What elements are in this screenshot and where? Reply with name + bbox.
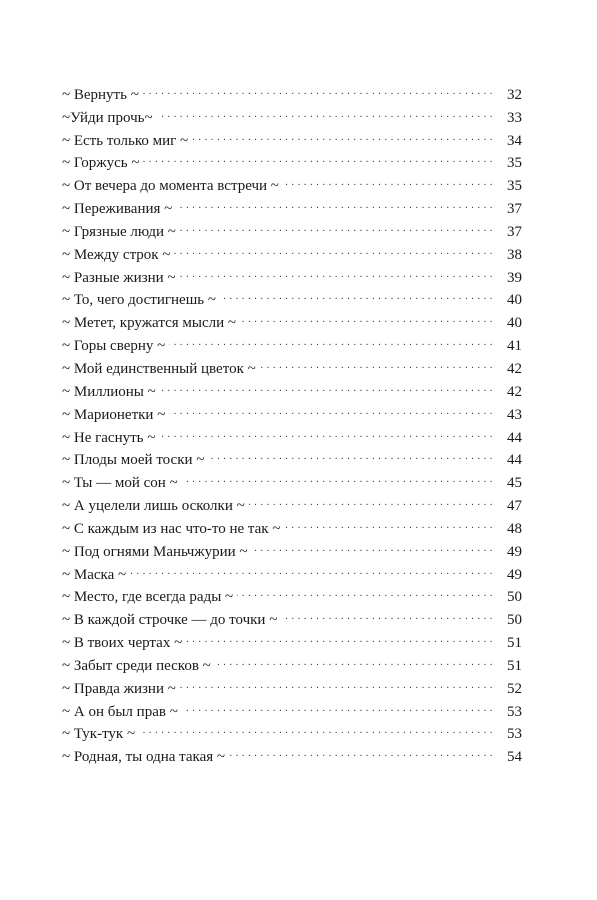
toc-entry-title: ~ Марионетки ~: [62, 406, 166, 423]
toc-entry-title: ~ Между строк ~: [62, 246, 171, 263]
toc-entry-title: ~ Переживания ~: [62, 201, 173, 218]
dot-leader: [169, 327, 493, 350]
dot-leader: [192, 122, 493, 145]
toc-entry-page-number: 45: [507, 475, 522, 492]
toc-entry-page-number: 49: [507, 543, 522, 560]
dot-leader: [260, 350, 493, 373]
toc-entry-page-number: 35: [507, 178, 522, 195]
toc-entry-title: ~ Плоды моей тоски ~: [62, 452, 205, 469]
toc-entry-title: ~ Под огнями Маньчжурии ~: [62, 543, 248, 560]
toc-entry-title: ~ Родная, ты одна такая ~: [62, 749, 226, 766]
toc-entry-page-number: 52: [507, 680, 522, 697]
toc-entry-title: ~ А уцелели лишь осколки ~: [62, 498, 245, 515]
toc-entry-page-number: 42: [507, 383, 522, 400]
toc-entry-title: ~ Разные жизни ~: [62, 269, 176, 286]
toc-entry-page-number: 53: [507, 726, 522, 743]
toc-entry: [62, 556, 522, 583]
toc-entry-page-number: 50: [507, 612, 522, 629]
dot-leader: [180, 213, 493, 236]
dot-leader: [252, 533, 493, 556]
dot-leader: [143, 145, 493, 168]
dot-leader: [169, 396, 493, 419]
dot-leader: [159, 419, 493, 442]
toc-entry-page-number: 40: [507, 315, 522, 332]
dot-leader: [160, 373, 493, 396]
toc-entry-title: ~ Мой единственный цветок ~: [62, 360, 256, 377]
toc-entry-page-number: 50: [507, 589, 522, 606]
toc-entry-title: ~ Забыт среди песков ~: [62, 657, 211, 674]
toc-entry-title: ~ Грязные люди ~: [62, 223, 176, 240]
table-of-contents: [62, 76, 522, 766]
toc-entry-title: ~ Миллионы ~: [62, 383, 156, 400]
toc-entry-title: ~ С каждым из нас что-то не так ~: [62, 520, 281, 537]
toc-entry-title: ~ Горы сверну ~: [62, 338, 166, 355]
toc-entry-page-number: 40: [507, 292, 522, 309]
toc-entry-page-number: 51: [507, 657, 522, 674]
toc-entry-title: ~Уйди прочь~: [62, 109, 153, 126]
dot-leader: [157, 99, 493, 122]
toc-entry-title: ~ Метет, кружатся мысли ~: [62, 315, 236, 332]
toc-entry-page-number: 54: [507, 749, 522, 766]
dot-leader: [237, 579, 493, 602]
toc-entry-page-number: 53: [507, 703, 522, 720]
dot-leader: [208, 442, 493, 465]
toc-entry-title: ~ Не гаснуть ~: [62, 429, 156, 446]
toc-entry-title: ~ Маска ~: [62, 566, 127, 583]
dot-leader: [182, 464, 493, 487]
dot-leader: [220, 282, 493, 305]
toc-entry-title: ~ Правда жизни ~: [62, 680, 176, 697]
toc-entry-page-number: 42: [507, 360, 522, 377]
dot-leader: [283, 167, 493, 190]
toc-entry-page-number: 35: [507, 155, 522, 172]
dot-leader: [143, 76, 493, 99]
toc-entry-page-number: 47: [507, 498, 522, 515]
toc-entry-page-number: 39: [507, 269, 522, 286]
toc-entry-page-number: 41: [507, 338, 522, 355]
dot-leader: [240, 304, 493, 327]
dot-leader: [186, 624, 493, 647]
dot-leader: [174, 236, 493, 259]
toc-entry-title: ~ Ты — мой сон ~: [62, 475, 178, 492]
toc-entry-page-number: 43: [507, 406, 522, 423]
toc-entry-title: ~ В твоих чертах ~: [62, 635, 183, 652]
toc-entry: [62, 579, 522, 606]
dot-leader: [139, 716, 493, 739]
dot-leader: [130, 556, 493, 579]
toc-entry-page-number: 49: [507, 566, 522, 583]
dot-leader: [215, 647, 493, 670]
toc-entry-title: ~ Есть только миг ~: [62, 132, 189, 149]
toc-entry-page-number: 37: [507, 223, 522, 240]
toc-entry-title: ~ От вечера до момента встречи ~: [62, 178, 279, 195]
toc-entry-page-number: 32: [507, 86, 522, 103]
toc-entry-page-number: 44: [507, 452, 522, 469]
toc-entry-title: ~ Горжусь ~: [62, 155, 140, 172]
toc-entry-title: ~ Вернуть ~: [62, 86, 139, 103]
toc-entry-title: ~ А он был прав ~: [62, 703, 178, 720]
dot-leader: [249, 487, 493, 510]
toc-entry-page-number: 44: [507, 429, 522, 446]
toc-entry-page-number: 51: [507, 635, 522, 652]
toc-entry-title: ~ В каждой строчке — до точки ~: [62, 612, 278, 629]
dot-leader: [180, 670, 493, 693]
dot-leader: [182, 693, 493, 716]
toc-entry-page-number: 38: [507, 246, 522, 263]
dot-leader: [180, 259, 493, 282]
toc-entry-title: ~ Тук-тук ~: [62, 726, 136, 743]
toc-entry-page-number: 34: [507, 132, 522, 149]
dot-leader: [281, 601, 493, 624]
toc-entry: [62, 76, 522, 103]
toc-entry-page-number: 37: [507, 201, 522, 218]
toc-entry-title: ~ Место, где всегда рады ~: [62, 589, 234, 606]
dot-leader: [176, 190, 493, 213]
dot-leader: [284, 510, 493, 533]
toc-entry-page-number: 33: [507, 109, 522, 126]
toc-entry-page-number: 48: [507, 520, 522, 537]
dot-leader: [229, 738, 493, 761]
toc-entry-title: ~ То, чего достигнешь ~: [62, 292, 216, 309]
